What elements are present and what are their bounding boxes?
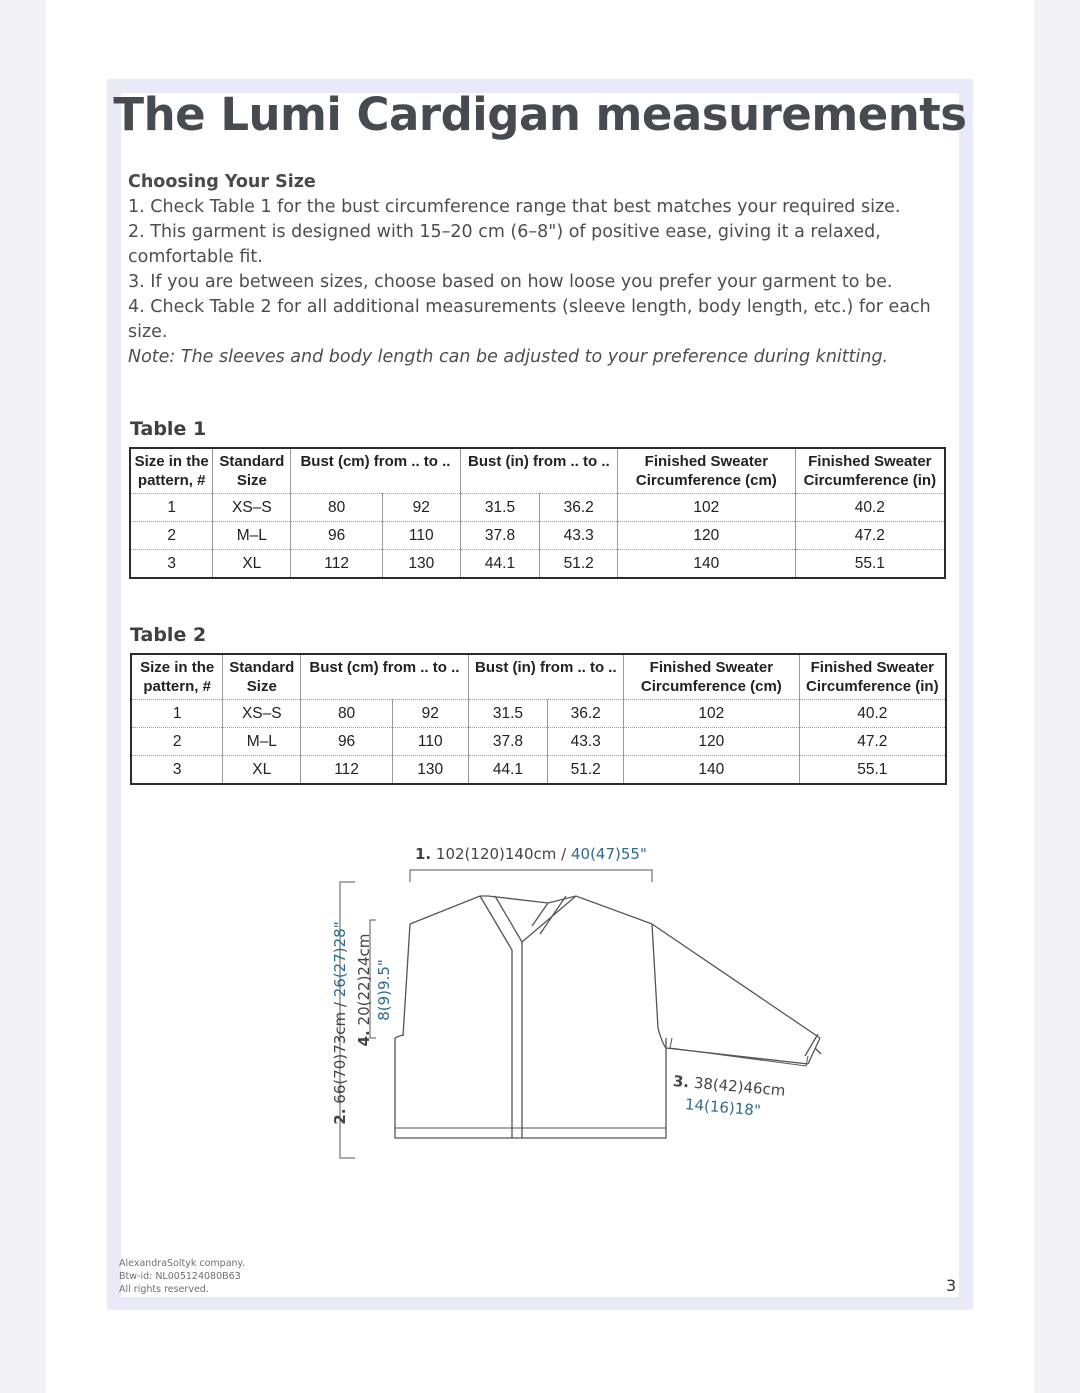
measure-4-label [354,920,394,1060]
intro-note: Note: The sleeves and body length can be adjusted to your preference during knitting. [128,347,889,367]
header-standard: Standard Size [213,448,291,494]
table-cell: XS–S [223,700,301,728]
table-cell: 3 [172,760,182,778]
table2-label: Table 2 [130,624,207,646]
table-cell: 55.1 [799,756,946,785]
table-cell: 80 [291,494,383,522]
measure-2-number: 2. [331,1108,349,1125]
intro-heading: Choosing Your Size [128,172,316,192]
table-cell: 40.2 [799,700,946,728]
header-standard: Standard Size [223,654,301,700]
table-cell: 44.1 [460,550,540,579]
cardigan-schematic [300,838,840,1168]
measure-1-number: 1. [415,845,432,863]
measure-4-inch: 8(9)9.5" [375,959,393,1021]
table1-label: Table 1 [130,418,207,440]
table-row [131,756,946,785]
intro-step: 4. Check Table 2 for all additional measurements (sleeve length, body length, etc.) for each size. [128,297,931,342]
table-cell: 37.8 [468,728,548,756]
table-cell: 55.1 [795,550,945,579]
measure-1-inch: 40(47)55" [570,845,647,863]
measure-2-label [331,873,349,1173]
measure-4-number: 4. [355,1030,373,1047]
table-cell: 44.1 [468,756,548,785]
table-cell: 96 [301,728,393,756]
table-cell: 47.2 [795,522,945,550]
intro-step: 2. This garment is designed with 15–20 cm (6–8") of positive ease, giving it a relaxed, comfortable fit. [128,222,881,267]
measure-3-number: 3. [672,1071,690,1092]
size-table-2 [130,653,947,785]
table-cell: 110 [382,522,460,550]
measure-2-separator: / [331,997,349,1012]
table-cell: 112 [291,550,383,579]
table-cell: 112 [301,756,393,785]
header-size: Size in the pattern, # [131,654,223,700]
table-row [131,728,946,756]
table-cell: XL [213,550,291,579]
table-cell: 43.3 [548,728,624,756]
header-size: Size in the pattern, # [130,448,213,494]
measure-1-cm: 102(120)140cm [435,845,557,863]
table-cell: 37.8 [460,522,540,550]
table-cell: 1 [130,494,213,522]
table-cell: 40.2 [795,494,945,522]
table-row [130,522,945,550]
table-cell: XL [223,756,301,785]
table-row [130,550,945,579]
header-bust-in: Bust (in) from .. to .. [468,654,623,700]
table-cell: M–L [213,522,291,550]
table2-body [131,700,946,785]
table-row [131,700,946,728]
table-cell: 110 [392,728,468,756]
page-number: 3 [946,1276,957,1295]
measure-3-inch: 14(16)18" [684,1095,762,1120]
measure-1-label [415,845,647,863]
table-cell: 120 [624,728,800,756]
footer-rights: All rights reserved. [119,1284,209,1295]
footer-copyright [119,1257,245,1296]
table-cell: 2 [130,522,213,550]
header-finished-cm: Finished Sweater Circumference (cm) [624,654,800,700]
table-cell: 120 [618,522,796,550]
intro-step: 3. If you are between sizes, choose based on how loose you prefer your garment to be. [128,272,893,292]
table-cell: 51.2 [540,550,618,579]
table-cell: 130 [392,756,468,785]
measure-2-inch: 26(27)28" [331,921,349,998]
footer-btw-id: Btw-id: NL005124080B63 [119,1271,241,1282]
table-cell: 31.5 [468,700,548,728]
footer-company: AlexandraSoltyk company. [119,1258,245,1269]
header-finished-in: Finished Sweater Circumference (in) [795,448,945,494]
header-bust-cm: Bust (cm) from .. to .. [301,654,468,700]
measure-2-cm: 66(70)73cm [331,1011,349,1104]
table-cell: 92 [382,494,460,522]
table-cell: 2 [131,728,223,756]
table-cell: 102 [624,700,800,728]
measure-1-separator: / [556,845,571,863]
header-finished-cm: Finished Sweater Circumference (cm) [618,448,796,494]
header-bust-in: Bust (in) from .. to .. [460,448,617,494]
table1-body [130,494,945,579]
table-cell: 80 [301,700,393,728]
intro-step: 1. Check Table 1 for the bust circumference range that best matches your required size. [128,197,901,217]
table-cell: 130 [382,550,460,579]
table-cell: 47.2 [799,728,946,756]
header-finished-in: Finished Sweater Circumference (in) [799,654,946,700]
size-table-1 [129,447,946,579]
intro-section [128,170,948,370]
table-cell: 51.2 [548,756,624,785]
header-bust-cm: Bust (cm) from .. to .. [291,448,460,494]
table-cell: XS–S [213,494,291,522]
table-cell: 140 [624,756,800,785]
table-cell: M–L [223,728,301,756]
table-cell: 43.3 [540,522,618,550]
table-cell: 92 [392,700,468,728]
table-cell: 1 [131,700,223,728]
page-title: The Lumi Cardigan measurements [113,88,967,141]
table-cell: 31.5 [460,494,540,522]
table-cell: 36.2 [548,700,624,728]
table-cell: 102 [618,494,796,522]
table-cell: 3 [167,554,176,572]
table-row [130,494,945,522]
table-cell: 140 [618,550,796,579]
measure-4-cm: 20(22)24cm [355,933,373,1026]
measure-3-cm: 38(42)46cm [693,1073,787,1100]
table-cell: 36.2 [540,494,618,522]
table-cell: 96 [291,522,383,550]
